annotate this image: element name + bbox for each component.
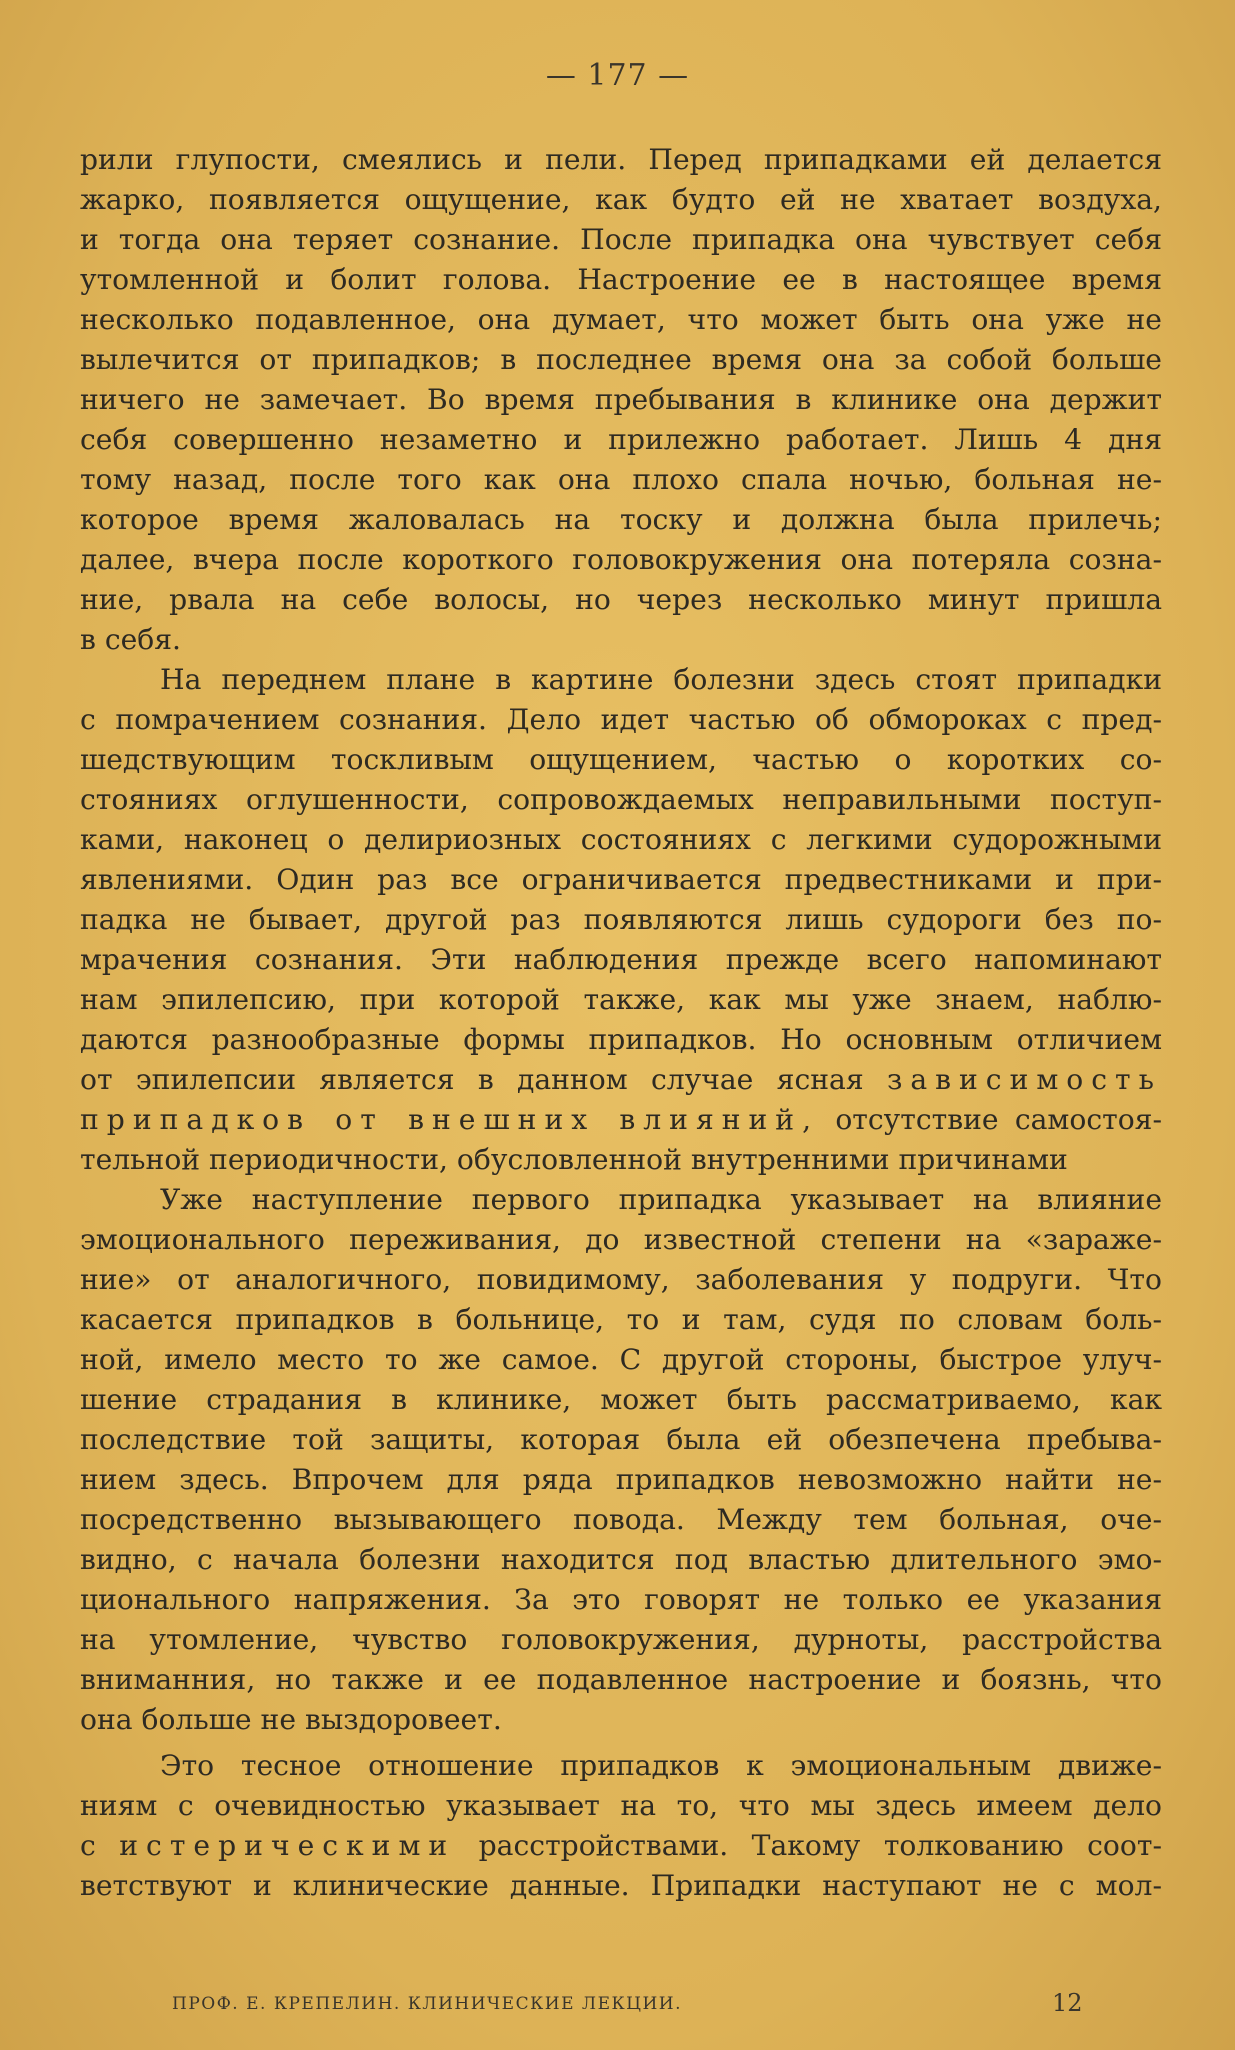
text-line: в себя. (80, 623, 182, 656)
text-line: и тогда она теряет сознание. После припадка она чувствует себя (80, 223, 1162, 256)
text-line: ками, наконец о делириозных состояниях с легкими судорожными (80, 823, 1162, 856)
text-line: посредственно вызывающего повода. Между тем больная, оче- (80, 1503, 1162, 1536)
text-segment: расстройствами. Такому толкованию соот- (478, 1829, 1162, 1862)
emphasized-term: зависимость (886, 1063, 1162, 1096)
text-line: с помрачением сознания. Дело идет частью об обмороках с пред- (80, 703, 1162, 736)
text-line: мрачения сознания. Эти наблюдения прежде всего напоминают (80, 943, 1162, 976)
paragraph (80, 1746, 1162, 1906)
text-line: тельной периодичности, обусловленной внутренними причинами (80, 1143, 1068, 1176)
text-line: она больше не выздоровеет. (80, 1703, 502, 1736)
text-line: ветствуют и клинические данные. Припадки наступают не с мол- (80, 1869, 1162, 1902)
text-segment: отсутствие самостоя- (835, 1103, 1162, 1136)
text-line: несколько подавленное, она думает, что может быть она уже не (80, 303, 1162, 336)
text-line: стояниях оглушенности, сопровождаемых неправильными поступ- (80, 783, 1162, 816)
text-line: тому назад, после того как она плохо спала ночью, больная не- (80, 463, 1162, 496)
text-segment: от эпилепсии является в данном случае ясная (80, 1063, 864, 1096)
text-line: На переднем плане в картине болезни здесь стоят припадки (160, 663, 1162, 696)
text-line: последствие той защиты, которая была ей обезпечена пребыва- (80, 1423, 1162, 1456)
text-line (80, 1060, 1162, 1100)
text-line: касается припадков в больнице, то и там, судя по словам боль- (80, 1303, 1162, 1336)
text-line: ной, имело место то же самое. С другой стороны, быстрое улуч- (80, 1343, 1162, 1376)
text-line: ние, рвала на себе волосы, но через несколько минут пришла (80, 583, 1162, 616)
footer-signature-line: ПРОФ. Е. КРЕПЕЛИН. КЛИНИЧЕСКИЕ ЛЕКЦИИ. (172, 1994, 683, 2014)
emphasized-term: истерическими (119, 1829, 456, 1862)
text-line: Уже наступление первого припадка указывает на влияние (160, 1183, 1162, 1216)
text-line: себя совершенно незаметно и прилежно работает. Лишь 4 дня (80, 423, 1162, 456)
text-line: ние» от аналогичного, повидимому, заболевания у подруги. Что (80, 1263, 1162, 1296)
text-line: рили глупости, смеялись и пели. Перед припадками ей делается (80, 143, 1162, 176)
paragraph (80, 660, 1162, 1180)
text-line: на утомление, чувство головокружения, дурноты, расстройства (80, 1623, 1162, 1656)
text-line: видно, с начала болезни находится под властью длительного эмо- (80, 1543, 1162, 1576)
text-line: далее, вчера после короткого головокружения она потеряла созна- (80, 543, 1162, 576)
text-line: шение страдания в клинике, может быть рассматриваемо, как (80, 1383, 1162, 1416)
text-line: которое время жаловалась на тоску и должна была прилечь; (80, 503, 1162, 536)
text-line: эмоционального переживания, до известной степени на «зараже- (80, 1223, 1162, 1256)
body-text (80, 140, 1162, 1906)
text-line: ционального напряжения. За это говорят не только ее указания (80, 1583, 1162, 1616)
paragraph (80, 140, 1162, 660)
text-line: ниям с очевидностью указывает на то, что мы здесь имеем дело (80, 1789, 1162, 1822)
text-line: падка не бывает, другой раз появляются лишь судороги без по- (80, 903, 1162, 936)
text-line: ничего не замечает. Во время пребывания в клинике она держит (80, 383, 1162, 416)
text-line: даются разнообразные формы припадков. Но основным отличием (80, 1023, 1162, 1056)
text-line: вниманния, но также и ее подавленное настроение и боязнь, что (80, 1663, 1162, 1696)
paragraph (80, 1180, 1162, 1740)
text-line: нам эпилепсию, при которой также, как мы уже знаем, наблю- (80, 983, 1162, 1016)
text-line: вылечится от припадков; в последнее время она за собой больше (80, 343, 1162, 376)
text-line (80, 1100, 1162, 1140)
text-line: жарко, появляется ощущение, как будто ей не хватает воздуха, (80, 183, 1162, 216)
signature-number: 12 (1052, 1989, 1083, 2017)
text-line: Это тесное отношение припадков к эмоциональным движе- (160, 1749, 1162, 1782)
text-line: утомленной и болит голова. Настроение ее в настоящее время (80, 263, 1162, 296)
text-line: нием здесь. Впрочем для ряда припадков невозможно найти не- (80, 1463, 1162, 1496)
text-line: явлениями. Один раз все ограничивается предвестниками и при- (80, 863, 1162, 896)
text-line (80, 1826, 1162, 1866)
emphasized-term: припадков от внешних влияний, (80, 1103, 820, 1136)
text-segment: с (80, 1829, 96, 1862)
page-number: — 177 — (545, 58, 690, 93)
text-line: шедствующим тоскливым ощущением, частью о коротких со- (80, 743, 1162, 776)
